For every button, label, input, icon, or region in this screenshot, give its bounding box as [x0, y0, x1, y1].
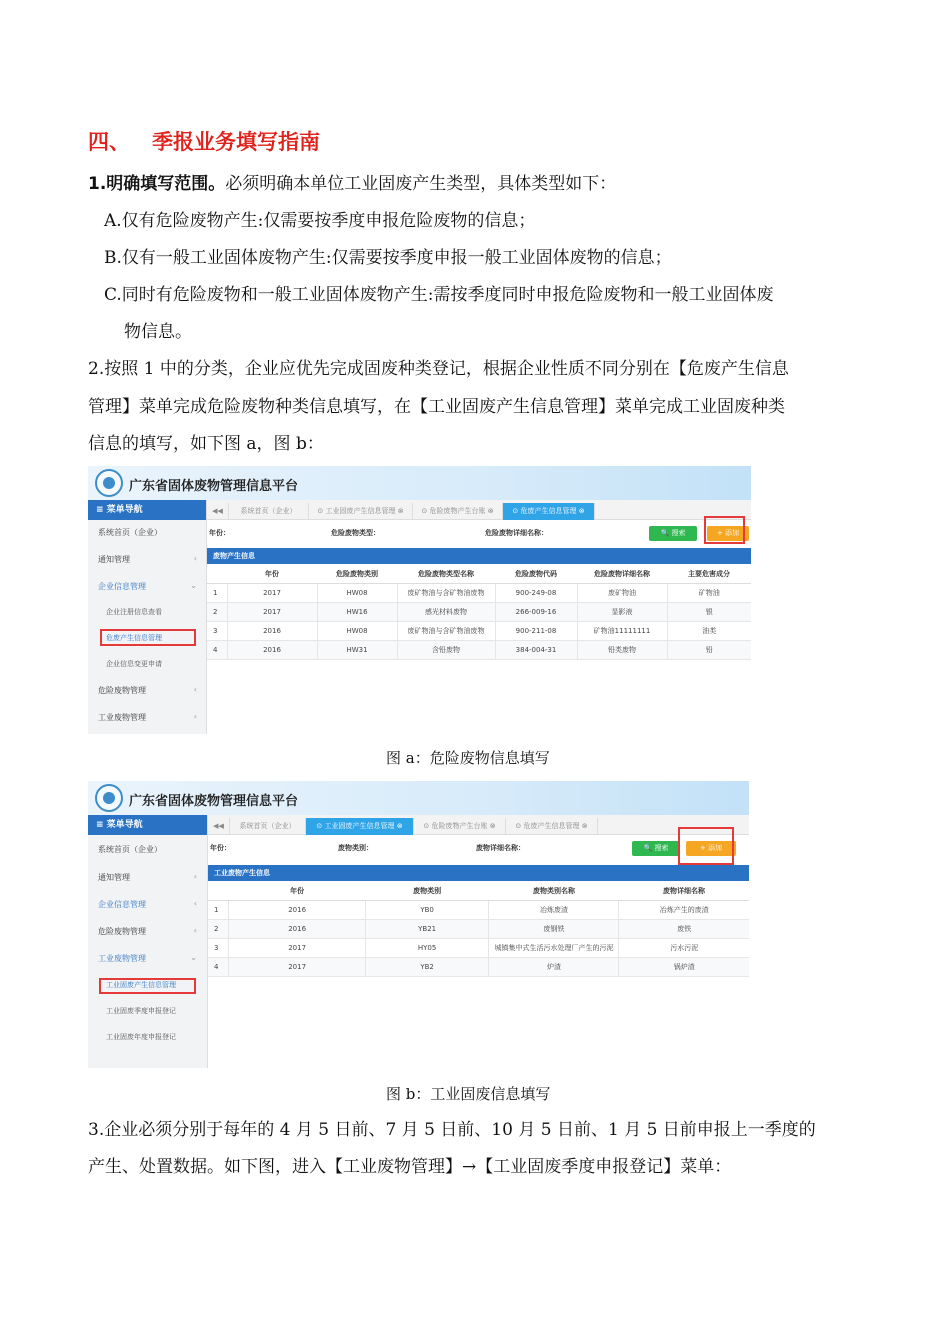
col-index: [207, 565, 227, 583]
chevron-left-icon: ‹: [193, 685, 197, 694]
data-table: [207, 565, 751, 660]
filter-type[interactable]: 危险废物类型：: [331, 529, 380, 537]
chevron-down-icon: ⌄: [190, 953, 197, 962]
table-row[interactable]: 3 2017 HY05 城镇集中式生活污水处理厂产生的污泥 污水污泥: [208, 938, 749, 957]
menu-item-hazardous[interactable]: 危险废物管理 ‹: [98, 926, 197, 936]
item-c-line2: 物信息。: [124, 322, 192, 342]
tab-home[interactable]: 系统首页（企业）: [230, 818, 306, 835]
add-button[interactable]: + 添加: [707, 526, 749, 541]
chevron-left-icon: ‹: [193, 554, 197, 563]
highlight-box: [99, 978, 196, 994]
col-category-name: 废物类别名称: [489, 882, 619, 900]
heading-number: 四、: [88, 130, 130, 154]
menu-title[interactable]: ≡ 菜单导航: [88, 815, 207, 835]
col-category: 废物类别: [365, 882, 489, 900]
platform-logo-icon: [95, 469, 123, 497]
tab-hazardous-ledger[interactable]: ⊙ 危险废物产生台账 ⊗: [414, 818, 506, 835]
heading-title: 季报业务填写指南: [152, 130, 320, 154]
filter-bar: [208, 837, 749, 859]
paragraph-2-line3: 信息的填写，如下图 a，图 b：: [88, 434, 324, 454]
highlight-box: [100, 629, 196, 646]
highlight-box: [704, 516, 745, 544]
tab-hazardous-ledger[interactable]: ⊙ 危险废物产生台账 ⊗: [413, 503, 503, 520]
app-header: [88, 466, 751, 500]
sidebar: [88, 500, 207, 734]
tab-home[interactable]: 系统首页（企业）: [229, 503, 309, 520]
menu-item-hazardous[interactable]: 危险废物管理 ‹: [98, 685, 197, 695]
col-detail-name: 废物详细名称: [619, 882, 749, 900]
paragraph-2-line2: 管理】菜单完成危险废物种类信息填写，在【工业固废产生信息管理】菜单完成工业固废种类: [88, 397, 785, 417]
app-header: [88, 781, 749, 815]
col-type-name: 危险废物类型名称: [397, 565, 495, 583]
col-category: 危险废物类别: [317, 565, 397, 583]
col-component: 主要危害成分: [667, 565, 751, 583]
filter-name[interactable]: 废物详细名称：: [476, 844, 525, 852]
table-title: 工业废物产生信息: [208, 865, 749, 881]
col-detail-name: 危险废物详细名称: [577, 565, 667, 583]
table-row[interactable]: 2 2016 YB21 废钢铁 废铁: [208, 919, 749, 938]
section-heading: [88, 126, 320, 156]
menu-item-hazardous-info[interactable]: 危废产生信息管理: [106, 634, 162, 642]
paragraph-1: [88, 166, 616, 203]
chevron-left-icon: ‹: [193, 872, 197, 881]
menu-item-company-info[interactable]: 企业信息管理 ⌄: [98, 581, 197, 591]
paragraph-3-line2: 产生、处置数据。如下图，进入【工业废物管理】→【工业固废季度申报登记】菜单：: [88, 1157, 732, 1177]
menu-item-industrial-info[interactable]: 工业固废产生信息管理: [106, 981, 176, 989]
search-button[interactable]: 🔍 搜索: [632, 841, 680, 856]
tab-bar: [207, 500, 751, 520]
item-b: B.仅有一般工业固体废物产生:仅需要按季度申报一般工业固体废物的信息；: [104, 248, 672, 268]
caption-b: 图 b：工业固废信息填写: [386, 1085, 551, 1103]
sidebar: [88, 815, 208, 1068]
tab-bar: [208, 815, 749, 835]
filter-name[interactable]: 危险废物详细名称：: [485, 529, 548, 537]
platform-logo-icon: [95, 784, 123, 812]
screenshot-a: [88, 466, 751, 734]
chevron-left-icon: ‹: [193, 712, 197, 721]
tab-back-icon[interactable]: ◀◀: [208, 818, 230, 835]
paragraph-2-line1: 2.按照 1 中的分类，企业应优先完成固废种类登记，根据企业性质不同分别在【危废产生信息: [88, 359, 789, 379]
col-year: 年份: [229, 882, 365, 900]
filter-year[interactable]: 年份：: [210, 844, 231, 852]
app-title: 广东省固体废物管理信息平台: [129, 479, 299, 494]
menu-item-home[interactable]: 系统首页（企业）: [98, 528, 162, 537]
menu-item-home[interactable]: 系统首页（企业）: [98, 845, 162, 854]
col-code: 危险废物代码: [495, 565, 577, 583]
search-button[interactable]: 🔍 搜索: [649, 526, 697, 541]
chevron-down-icon: ⌄: [190, 581, 197, 590]
table-row[interactable]: 2 2017 HW16 感光材料废物 266-009-16 显影液 银: [207, 602, 751, 621]
paragraph-1-lead: 1.明确填写范围。: [88, 174, 226, 194]
menu-item-annual[interactable]: 工业固废年度申报登记: [106, 1033, 176, 1041]
col-year: 年份: [227, 565, 317, 583]
menu-item-industrial[interactable]: 工业废物管理 ‹: [98, 712, 197, 722]
menu-item-notice[interactable]: 通知管理 ‹: [98, 872, 197, 882]
table-row[interactable]: 4 2017 YB2 炉渣 锅炉渣: [208, 957, 749, 976]
screenshot-b: [88, 781, 749, 1068]
menu-item-quarterly[interactable]: 工业固废季度申报登记: [106, 1007, 176, 1015]
menu-item-notice[interactable]: 通知管理 ‹: [98, 554, 197, 564]
col-index: [208, 882, 229, 900]
tab-hazardous-info[interactable]: ⊙ 危废产生信息管理 ⊗: [506, 818, 598, 835]
filter-year[interactable]: 年份：: [209, 529, 230, 537]
menu-item-industrial[interactable]: 工业废物管理 ⌄: [98, 953, 197, 963]
paragraph-1-text: 必须明确本单位工业固废产生类型，具体类型如下：: [225, 174, 617, 194]
filter-category[interactable]: 废物类别：: [338, 844, 373, 852]
tab-industrial-info[interactable]: ⊙ 工业固废产生信息管理 ⊗: [306, 818, 414, 835]
table-row[interactable]: 1 2016 YB0 冶炼废渣 冶炼产生的废渣: [208, 900, 749, 919]
highlight-box: [678, 827, 734, 865]
tab-back-icon[interactable]: ◀◀: [207, 503, 229, 520]
item-c-line1: C.同时有危险废物和一般工业固体废物产生:需按季度同时申报危险废物和一般工业固体废: [104, 285, 774, 305]
chevron-left-icon: ‹: [193, 899, 197, 908]
data-table: [208, 882, 749, 977]
app-title: 广东省固体废物管理信息平台: [129, 794, 299, 809]
chevron-left-icon: ‹: [193, 926, 197, 935]
table-row[interactable]: 3 2016 HW08 废矿物油与含矿物油废物 900-211-08 矿物油11111111 油类: [207, 621, 751, 640]
tab-hazardous-info[interactable]: ⊙ 危废产生信息管理 ⊗: [503, 503, 595, 520]
menu-item-registration[interactable]: 企业注册信息查看: [106, 608, 162, 616]
table-row[interactable]: 1 2017 HW08 废矿物油与含矿物油废物 900-249-08 废矿物油 矿物油: [207, 583, 751, 602]
caption-a: 图 a：危险废物信息填写: [386, 749, 550, 767]
paragraph-3-line1: 3.企业必须分别于每年的 4 月 5 日前、7 月 5 日前、10 月 5 日前、1 月 5 日前申报上一季度的: [88, 1120, 816, 1140]
menu-title[interactable]: ≡ 菜单导航: [88, 500, 206, 520]
item-a: A.仅有危险废物产生:仅需要按季度申报危险废物的信息；: [104, 211, 536, 231]
tab-industrial-info[interactable]: ⊙ 工业固废产生信息管理 ⊗: [309, 503, 413, 520]
add-button[interactable]: + 添加: [686, 841, 736, 856]
table-row[interactable]: 4 2016 HW31 含铅废物 384-004-31 铅类废物 铅: [207, 640, 751, 659]
table-title: 废物产生信息: [207, 548, 751, 564]
menu-item-company-info[interactable]: 企业信息管理 ‹: [98, 899, 197, 909]
filter-bar: [207, 522, 751, 544]
menu-item-change-request[interactable]: 企业信息变更申请: [106, 660, 162, 668]
